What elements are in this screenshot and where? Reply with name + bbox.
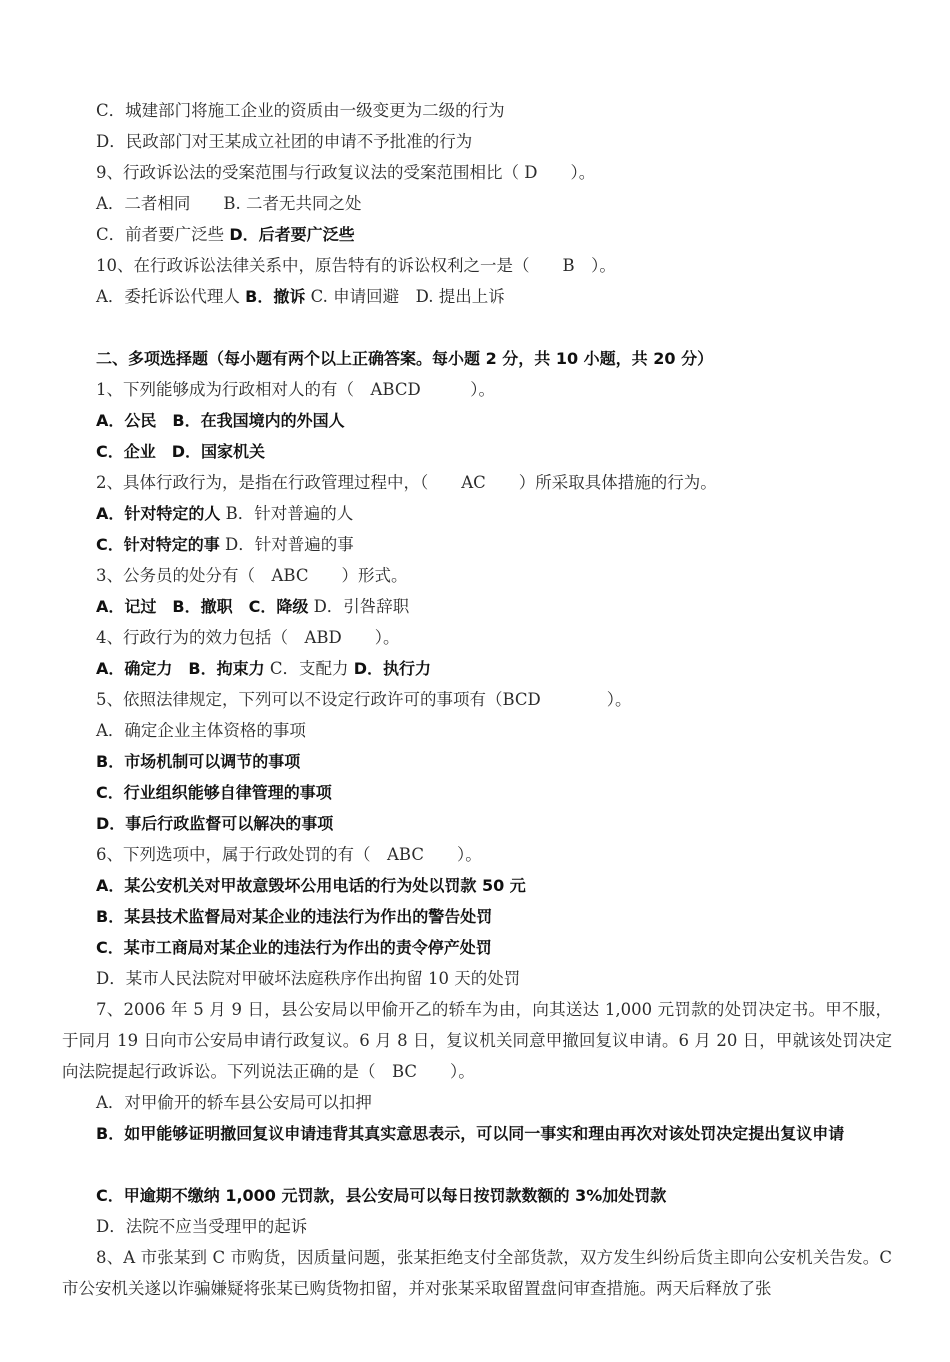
mc-q2-option-a-answer: A．针对特定的人 xyxy=(96,504,221,523)
q9-option-c: C．前者要广泛些 xyxy=(96,225,225,244)
mc-question-7: 7、2006 年 5 月 9 日，县公安局以甲偷开乙的轿车为由，向其送达 1,000 元罚款的处罚决定书。甲不服，于同月 19 日向市公安局申请行政复议。6 月 8 日，复议机关同意甲撤回复议申请。6 月 20 日，甲就该处罚决定向法院提起行政诉讼。下列说法正确的是（ BC ）。 xyxy=(62,1000,892,1081)
mc-q1-options-ab: A．公民 B．在我国境内的外国人 xyxy=(96,411,345,430)
mc-question-8: 8、A 市张某到 C 市购货，因质量问题，张某拒绝支付全部货款，双方发生纠纷后货主即向公安机关告发。C 市公安机关遂以诈骗嫌疑将张某已购货物扣留，并对张某采取留置盘问审查措施。两天后释放了张 xyxy=(62,1248,892,1298)
q10-option-cd: C. 申请回避 D. 提出上诉 xyxy=(310,287,505,306)
mc-q2-options-ab xyxy=(96,498,892,529)
mc-question-1: 1、下列能够成为行政相对人的有（ ABCD ）。 xyxy=(96,380,495,399)
mc-q2-option-d: D．针对普遍的事 xyxy=(225,535,354,554)
mc-q5-option-c-answer: C．行业组织能够自律管理的事项 xyxy=(96,783,332,802)
q9-options-ab: A．二者相同 B. 二者无共同之处 xyxy=(96,194,362,213)
question-9: 9、行政诉讼法的受案范围与行政复议法的受案范围相比（ D ）。 xyxy=(96,163,596,182)
mc-q6-option-c-answer: C．某市工商局对某企业的违法行为作出的责令停产处罚 xyxy=(96,938,492,957)
mc-q4-option-c: C．支配力 xyxy=(269,659,349,678)
mc-question-2: 2、具体行政行为，是指在行政管理过程中，（ AC ）所采取具体措施的行为。 xyxy=(96,473,717,492)
mc-q7-option-c-answer: C．甲逾期不缴纳 1,000 元罚款，县公安局可以每日按罚款数额的 3%加处罚款 xyxy=(96,1186,667,1205)
option-d-line: D．民政部门对王某成立社团的申请不予批准的行为 xyxy=(96,132,473,151)
mc-question-4: 4、行政行为的效力包括（ ABD ）。 xyxy=(96,628,400,647)
mc-q3-options xyxy=(96,591,892,622)
mc-q5-option-a: A．确定企业主体资格的事项 xyxy=(96,721,306,740)
mc-q5-option-d-answer: D．事后行政监督可以解决的事项 xyxy=(96,814,334,833)
mc-q7-option-d: D．法院不应当受理甲的起诉 xyxy=(96,1217,308,1236)
q10-option-b-answer: B．撤诉 xyxy=(245,287,306,306)
mc-q6-option-b-answer: B．某县技术监督局对某企业的违法行为作出的警告处罚 xyxy=(96,907,493,926)
mc-q4-options-ab-answer: A．确定力 B．拘束力 xyxy=(96,659,265,678)
mc-q2-option-c-answer: C．针对特定的事 xyxy=(96,535,220,554)
mc-q7-option-b-answer: B．如甲能够证明撤回复议申请违背其真实意思表示，可以同一事实和理由再次对该处罚决定提出复议申请 xyxy=(96,1124,845,1143)
mc-question-3: 3、公务员的处分有（ ABC ）形式。 xyxy=(96,566,408,585)
question-10: 10、在行政诉讼法律关系中，原告特有的诉讼权利之一是（ B ）。 xyxy=(96,256,616,275)
mc-q4-options xyxy=(96,653,892,684)
option-c-line: C．城建部门将施工企业的资质由一级变更为二级的行为 xyxy=(96,101,505,120)
mc-q2-option-b: B．针对普遍的人 xyxy=(225,504,354,523)
mc-q5-option-b-answer: B．市场机制可以调节的事项 xyxy=(96,752,301,771)
mc-q6-option-d: D．某市人民法院对甲破坏法庭秩序作出拘留 10 天的处罚 xyxy=(96,969,521,988)
mc-q6-option-a-answer: A．某公安机关对甲故意毁坏公用电话的行为处以罚款 50 元 xyxy=(96,876,526,895)
mc-q7-option-a: A．对甲偷开的轿车县公安局可以扣押 xyxy=(96,1093,372,1112)
q9-options-cd xyxy=(96,219,892,250)
q10-option-a: A．委托诉讼代理人 xyxy=(96,287,240,306)
mc-q2-options-cd xyxy=(96,529,892,560)
q9-option-d-answer: D．后者要广泛些 xyxy=(229,225,355,244)
mc-question-6: 6、下列选项中，属于行政处罚的有（ ABC ）。 xyxy=(96,845,482,864)
q10-options xyxy=(96,281,892,312)
mc-q1-options-cd: C．企业 D．国家机关 xyxy=(96,442,266,461)
section-heading-multiple-choice: 二、多项选择题（每小题有两个以上正确答案。每小题 2 分，共 10 小题，共 20 分） xyxy=(96,349,714,368)
mc-q3-options-answer: A．记过 B．撤职 C．降级 xyxy=(96,597,309,616)
mc-question-5: 5、依照法律规定，下列可以不设定行政许可的事项有（BCD ）。 xyxy=(96,690,632,709)
mc-q3-option-d: D．引咎辞职 xyxy=(313,597,410,616)
mc-q4-option-d-answer: D．执行力 xyxy=(353,659,432,678)
